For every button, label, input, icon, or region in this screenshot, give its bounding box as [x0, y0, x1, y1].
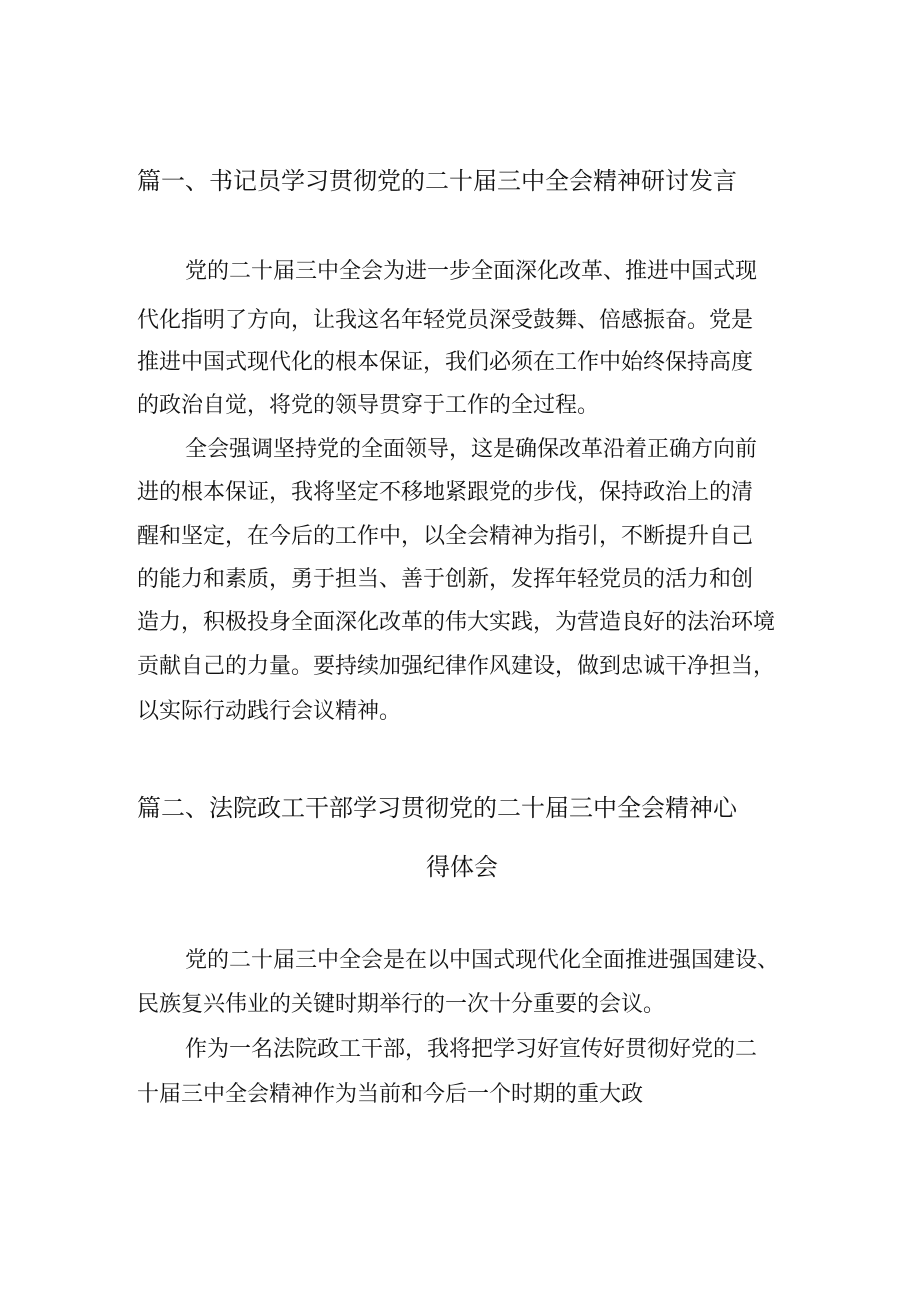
section1-p1-line2: 代化指明了方向，让我这名年轻党员深受鼓舞、倍感振奋。党是 [137, 308, 754, 333]
section2-p2-line1: 作为一名法院政工干部，我将把学习好宣传好贯彻好党的二 [185, 1037, 758, 1062]
section2-p2-line2: 十届三中全会精神作为当前和今后一个时期的重大政 [137, 1082, 644, 1107]
section1-p1-line3: 推进中国式现代化的根本保证，我们必须在工作中始终保持高度 [137, 350, 754, 375]
section1-p1-line1: 党的二十届三中全会为进一步全面深化改革、推进中国式现 [185, 259, 758, 284]
section1-p2-line5: 造力，积极投身全面深化改革的伟大实践，为营造良好的法治环境 [137, 610, 776, 635]
section2-p1-line2: 民族复兴伟业的关键时期举行的一次十分重要的会议。 [137, 992, 666, 1017]
section1-p2-line6: 贡献自己的力量。要持续加强纪律作风建设，做到忠诚干净担当， [137, 654, 776, 679]
section1-p2-line4: 的能力和素质，勇于担当、善于创新，发挥年轻党员的活力和创 [137, 567, 754, 592]
section1-p2-line7: 以实际行动践行会议精神。 [137, 699, 402, 724]
section2-p1-line1: 党的二十届三中全会是在以中国式现代化全面推进强国建设、 [185, 948, 780, 973]
section1-title: 篇一、书记员学习贯彻党的二十届三中全会精神研讨发言 [137, 167, 737, 195]
section2-title-line2: 得体会 [426, 853, 498, 881]
section2-title-line1: 篇二、法院政工干部学习贯彻党的二十届三中全会精神心 [137, 794, 737, 822]
section1-p2-line1: 全会强调坚持党的全面领导，这是确保改革沿着正确方向前 [185, 437, 758, 462]
section1-p2-line2: 进的根本保证，我将坚定不移地紧跟党的步伐，保持政治上的清 [137, 480, 754, 505]
section1-p1-line4: 的政治自觉，将党的领导贯穿于工作的全过程。 [137, 393, 600, 418]
section1-p2-line3: 醒和坚定，在今后的工作中，以全会精神为指引，不断提升自己 [137, 524, 754, 549]
